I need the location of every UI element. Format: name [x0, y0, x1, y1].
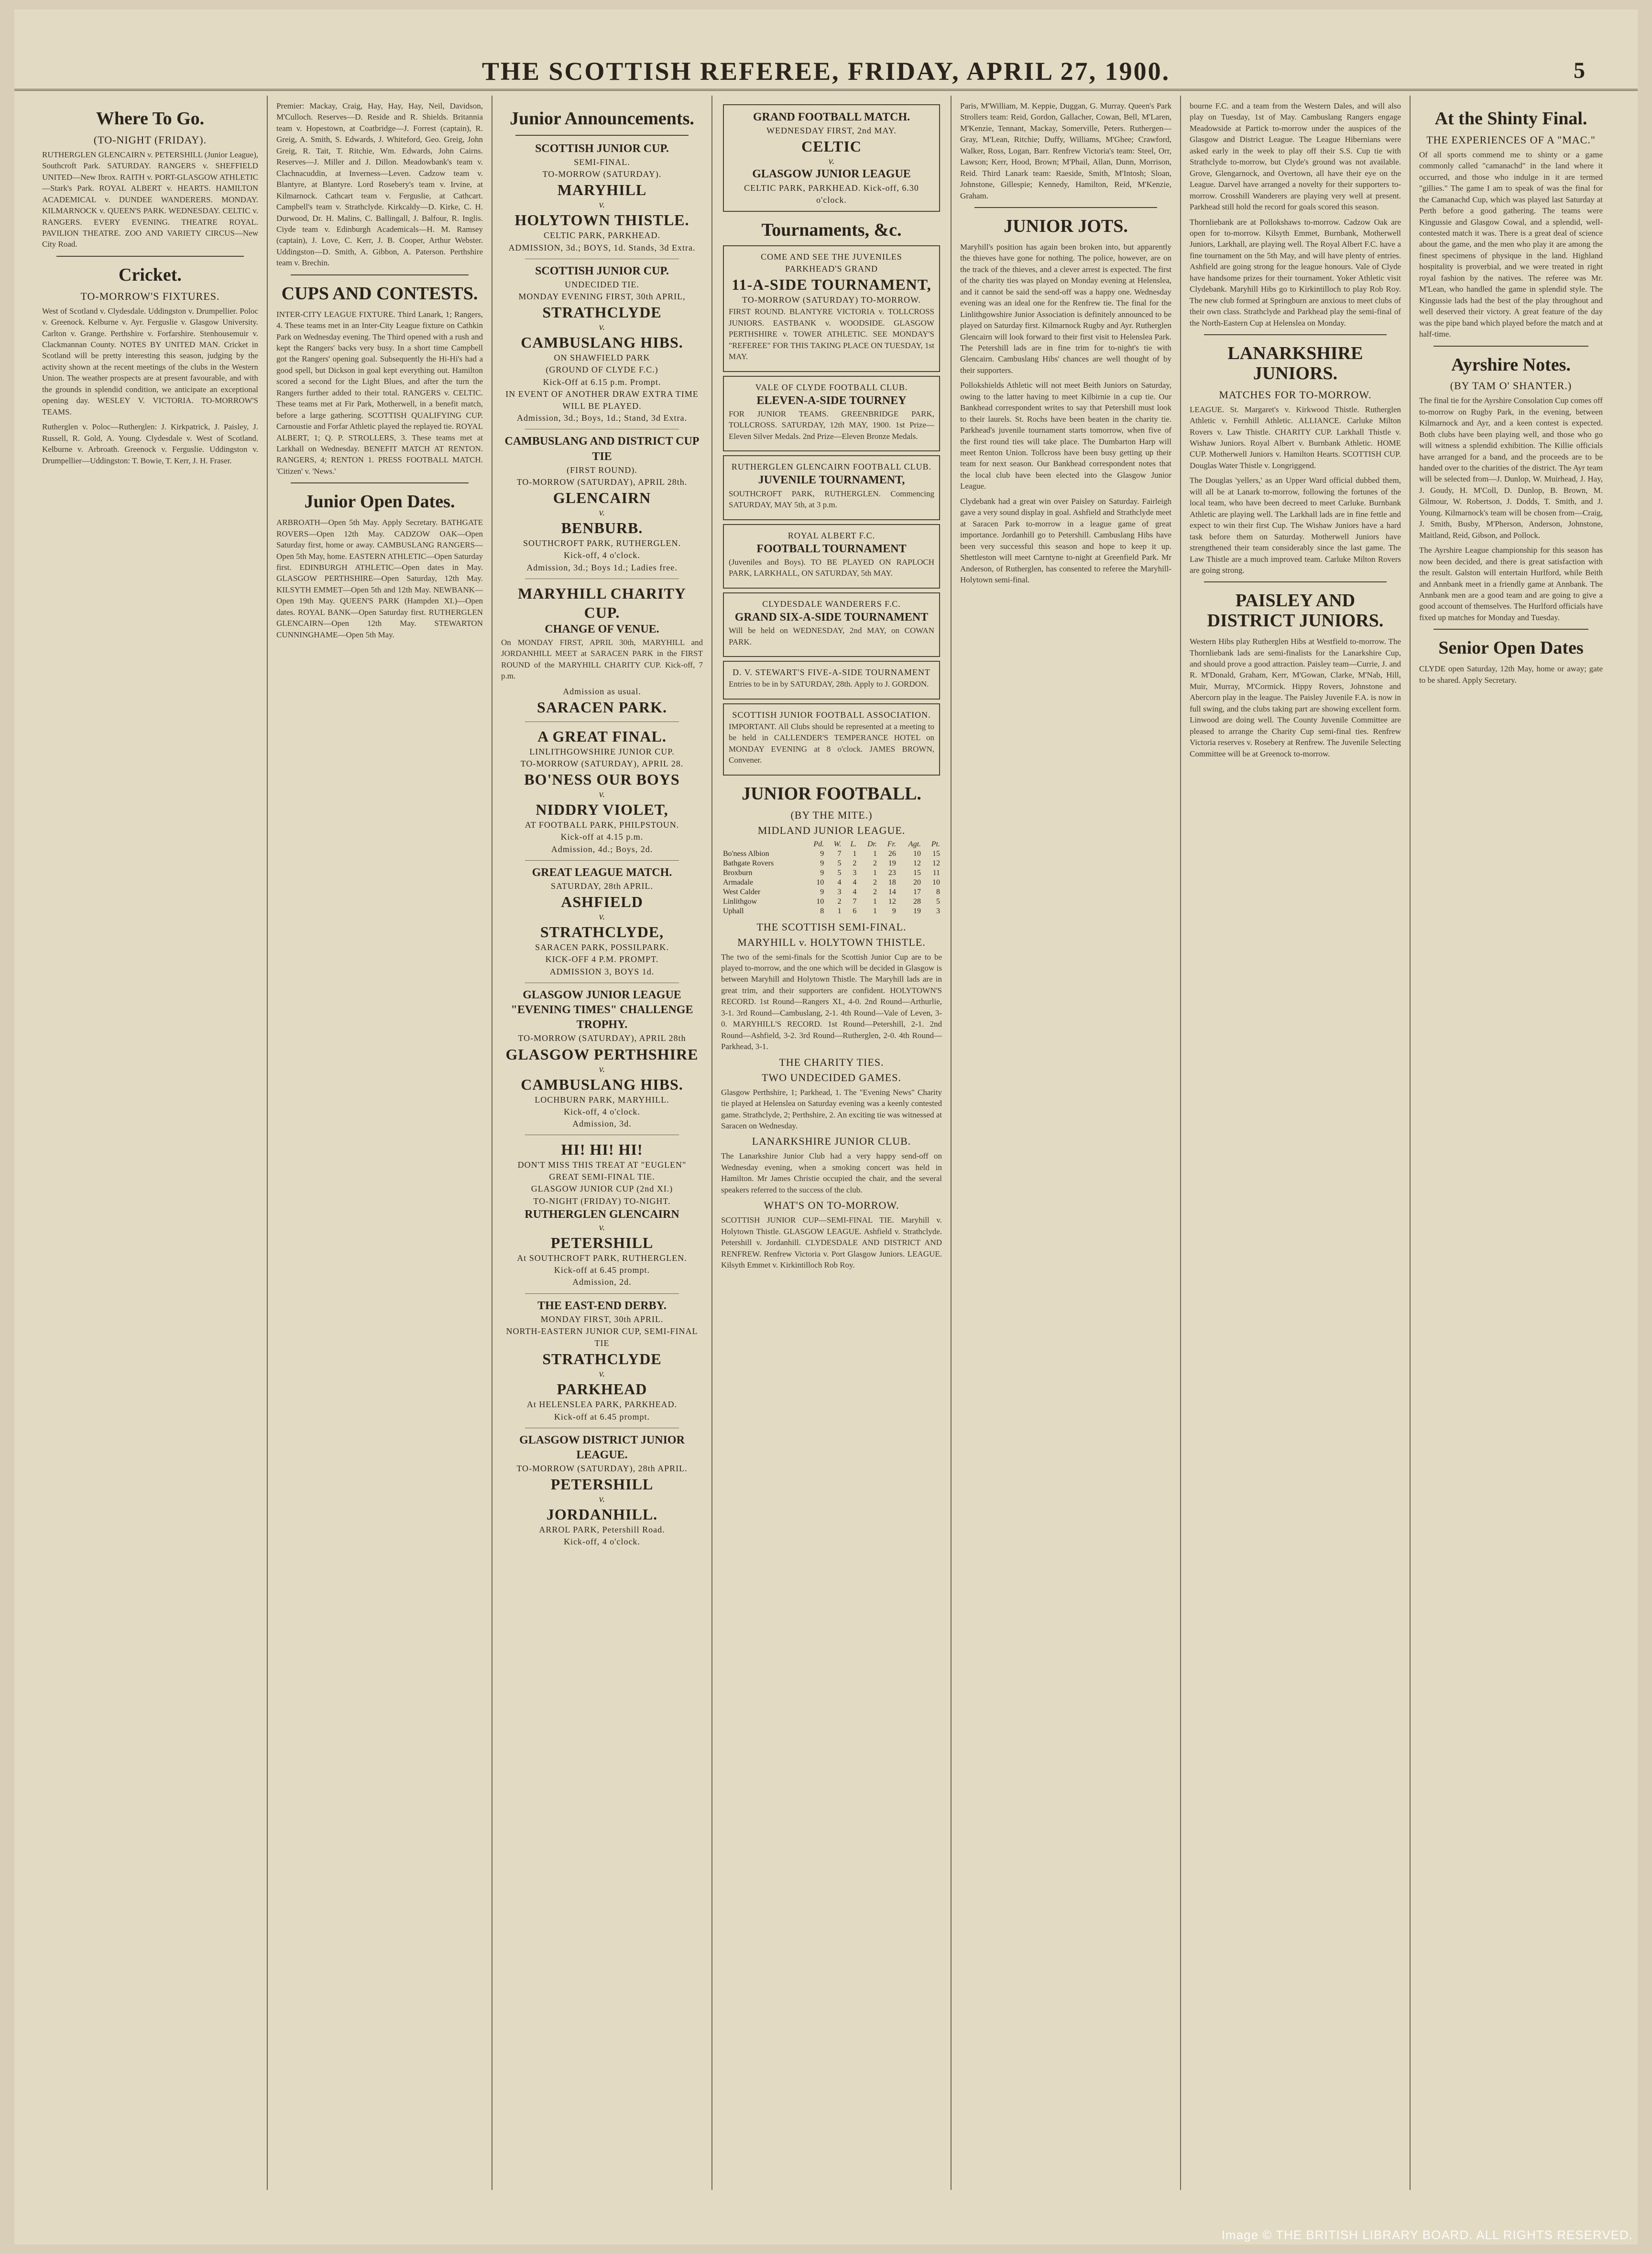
league-table-cell: 1	[853, 849, 857, 858]
advert-kickoff: Kick-off at 6.45 prompt.	[554, 1411, 650, 1422]
advert-text: Will be held on WEDNESDAY, 2nd MAY, on COWAN PARK.	[729, 626, 934, 646]
league-table-cell: 14	[888, 887, 896, 896]
charity-ties-text: Glasgow Perthshire, 1; Parkhead, 1. The "Evening News" Charity tie played at Helenslea on Saturday evening was a keenly contested game. Strathclyde, 2; Perthshire, 2. An exciting tie was witnessed at Saracen on Wednesday.	[721, 1087, 942, 1131]
charity-ties-heading: THE CHARITY TIES.	[779, 1056, 884, 1068]
advert-text: Entries to be in by SATURDAY, 28th. Apply to J. GORDON.	[729, 679, 929, 689]
divider	[1433, 346, 1588, 347]
shinty-heading: At the Shinty Final.	[1434, 109, 1587, 129]
advert-title: SCOTTISH JUNIOR FOOTBALL ASSOCIATION.	[732, 710, 931, 720]
league-team-name: Linlithgow	[723, 897, 757, 906]
advert-text: TO-NIGHT (FRIDAY) TO-NIGHT.	[533, 1196, 671, 1206]
advert-title: GRAND FOOTBALL MATCH.	[753, 111, 910, 123]
divider	[525, 1293, 679, 1294]
newspaper-page	[14, 10, 1638, 2244]
advert-versus: v.	[828, 156, 835, 167]
continued-text: bourne F.C. and a team from the Western Dales, and will also play on Tuesday, 1st of May. Cambuslang Rangers engage Meadowside at Partick to-morrow under the auspices of the Glasgow and District League. The League Hibernians were asked early in the week to play off their S.S. Cup tie with Strathclyde to-morrow, but Clyde's ground was not available. Grove, Glengarnock, and Overtown, all have their eye on the League. Darvel have arranged a novelty for their supporters to-morrow. Crosshill Wanderers are playing very well at present. Parkhead still hold the record for goals scored this season.	[1190, 101, 1401, 212]
copyright-notice: Image © THE BRITISH LIBRARY BOARD. ALL RIGHTS RESERVED.	[1221, 2228, 1633, 2242]
masthead-title: THE SCOTTISH REFEREE, FRIDAY, APRIL 27, 1900.	[481, 57, 1171, 86]
fixtures-heading: WHAT'S ON TO-MORROW.	[764, 1199, 899, 1212]
advert-venue: ARROL PARK, Petershill Road.	[539, 1525, 665, 1535]
league-table-cell: 9	[820, 868, 824, 877]
advert-round: SEMI-FINAL.	[574, 157, 630, 167]
ayrshire-text-2: The Ayrshire League championship for this season has now been decided, and there is great satisfaction with the result. Galston will entertain Hurlford, while Beith and Annbank meet in a friendly game at Annbank. The Annbank men are a good team and are going to give a good account of themselves. The Hurlford officials have fixed up matches for Monday and Tuesday.	[1419, 546, 1603, 622]
advert-text: DON'T MISS THIS TREAT AT "EUGLEN"	[517, 1160, 687, 1170]
advert-admission: Admission, 2d.	[572, 1277, 632, 1287]
advert-cup: NORTH-EASTERN JUNIOR CUP, SEMI-FINAL TIE	[506, 1326, 698, 1348]
league-table	[721, 840, 942, 916]
advert-team-2: HOLYTOWN THISTLE.	[514, 211, 689, 229]
junior-jots-text: Maryhill's position has again been broken into, but apparently the thieves have gone for nothing. The police, however, are on the track of the thieves, and a clever arrest is expected. The first of the charity ties was played on Monday evening at Helenslea, and it cannot be said the send-off was a happy one. Wednesday evening was an ideal one for the Renfrew tie. The final for the Linlithgowshire Junior Association is definitely announced to be played on Saturday first. Kilmarnock Rugby and Ayr. Rutherglen Glencairn will look forward to their first visit to Helenslea Park. The Petershill lads are in fine trim for to-night's tie with Glencairn. Cambuslang Hibs' chances are well thought of by their supporters.	[960, 242, 1171, 375]
advert-title: CLYDESDALE WANDERERS F.C.	[762, 599, 901, 609]
advert-admission: Admission, 4d.; Boys, 2d.	[551, 844, 653, 854]
semi-final-heading: THE SCOTTISH SEMI-FINAL.	[756, 920, 907, 933]
lanarkshire-notes: The Douglas 'yellers,' as an Upper Ward official dubbed them, will all be at Lanark to-morrow, following the fortunes of the local team, who have been decreed to meet Carluke. Burnbank Athletic are playing well. The Larkhall lads are in fine fettle and expect to win their first Cup. The Wishaw Juniors have a hard task before them on Saturday. Motherwell Juniors have strengthened their team considerably since the last game. The Law Thistle are a much improved team. Carluke Milton Rovers are going strong.	[1190, 476, 1401, 575]
league-team-name: Armadale	[723, 878, 754, 886]
advert-headline: GRAND SIX-A-SIDE TOURNAMENT	[734, 611, 929, 624]
advert-title: ROYAL ALBERT F.C.	[788, 530, 875, 540]
senior-open-dates-text: CLYDE open Saturday, 12th May, home or away; gate to be shared. Apply Secretary.	[1419, 664, 1603, 685]
advert-great-final	[501, 727, 703, 855]
advert-extra: IN EVENT OF ANOTHER DRAW EXTRA TIME WILL BE PLAYED.	[505, 389, 699, 411]
advert-undecided-tie	[501, 264, 703, 425]
advert-versus: v.	[599, 199, 605, 210]
advert-venue: AT FOOTBALL PARK, PHILPSTOUN.	[525, 820, 679, 830]
ayrshire-byline: (BY TAM O' SHANTER.)	[1450, 380, 1572, 392]
divider	[974, 207, 1157, 208]
advert-date: WEDNESDAY FIRST, 2nd MAY.	[766, 126, 897, 136]
advert-title: VALE OF CLYDE FOOTBALL CLUB.	[755, 382, 908, 392]
advert-team-2: CAMBUSLANG HIBS.	[521, 334, 683, 351]
advert-cup: LINLITHGOWSHIRE JUNIOR CUP.	[529, 746, 675, 756]
advert-venue: At HELENSLEA PARK, PARKHEAD.	[526, 1400, 678, 1410]
lanarkshire-club-text: The Lanarkshire Junior Club had a very happy send-off on Wednesday evening, when a smoking concert was held in Hamilton. Mr James Christie occupied the chair, and the several speakers referred to the success of the club.	[721, 1151, 942, 1194]
league-table-header-cell: L.	[850, 840, 857, 848]
league-table-header-cell: Pd.	[813, 840, 824, 848]
shinty-sub: THE EXPERIENCES OF A "MAC."	[1426, 133, 1596, 146]
teams-text: Paris, M'William, M. Keppie, Duggan, G. Murray. Queen's Park Strollers team: Reid, Gordon, Gallacher, Cowan, Bell, M'Laren, M'Kenzie, Tennant, Mackay, Somerville, Peters. Ruthergen—Gray, M'Lean, Ritchie; Duffy, Williams, M'Ghee; Crawford, Walker, Ross, Logan, Barr. Renfrew Victoria's team: Steel, Orr, Lawson; Kerr, Hood, Brown; M'Phail, Allan, Dunn, Morrison, Reid. Third Lanark team: Raeside, Smith, M'Intosh; Sloan, Johnstone, Gillespie; Kennedy, Hamilton, Reid, M'Kenzie, Graham.	[960, 101, 1171, 200]
advert-text: FOR JUNIOR TEAMS. GREENBRIDGE PARK, TOLLCROSS. SATURDAY, 12th MAY, 1900. 1st Prize—Eleven Silver Medals. 2nd Prize—Eleven Bronze Medals.	[729, 409, 934, 441]
column-2	[268, 96, 492, 2190]
advert-title: MARYHILL CHARITY CUP.	[518, 584, 686, 621]
teams-text: Premier: Mackay, Craig, Hay, Hay, Hay, Neil, Davidson, M'Culloch. Reserves—D. Reside and R. Shields. Britannia team v. Hopestown, at Coatbridge—J. Forrest (captain), R. Greig, A. Smith, S. Edwards, J. Whiteford, Geo. Greig, John Greig, R. Tait, T. Ritchie, Wm. Edwards, John Cairns. Reserves—J. Miller and J. Dillon. Meadowbank's team v. Clachnacuddin, at Inverness—Leven. Cadzow team v. Blantyre, at Blantyre. Lord Rosebery's team v. Irvine, at Kilmarnock. Cathcart team v. Ferguslie, at Cathcart. Campbell's team v. Strathclyde. Kirkcaldy—D. Kirke, C. H. Durwood, Dr. H. Malins, C. Ballingall, J. Balfour, R. Inglis. Ciyde team v. Edinburgh Academicals—H. M. Ramsey (captain), J. Love, C. Kerr, J. B. Cooper, Arthur Webster. Uddingston—D. Smith, A. Gibbon, A. Paterson. Perthshire team v. Brechin.	[276, 101, 483, 268]
league-table-body	[721, 849, 942, 916]
league-team-name: Bathgate Rovers	[723, 859, 774, 867]
where-to-go-heading: Where To Go.	[96, 109, 205, 129]
league-table-cell: 15	[932, 849, 940, 858]
advert-text: (Juveniles and Boys). TO BE PLAYED ON RAPLOCH PARK, LARKHALL, ON SATURDAY, 5th MAY.	[729, 557, 934, 578]
advert-ground: (GROUND OF CLYDE F.C.)	[546, 365, 658, 375]
advert-team-2: GLASGOW JUNIOR LEAGUE	[752, 168, 911, 181]
advert-team-1: ASHFIELD	[561, 893, 643, 911]
league-team-name: Uphall	[723, 907, 744, 915]
advert-headline: 11-A-SIDE TOURNAMENT,	[732, 276, 931, 294]
advert-kickoff: Kick-off, 4 o'clock.	[564, 1537, 640, 1547]
advert-scottish-junior-cup	[501, 142, 703, 254]
advert-round: (FIRST ROUND).	[567, 465, 637, 475]
advert-versus: v.	[599, 1063, 605, 1074]
advert-team-1: BO'NESS OUR BOYS	[524, 771, 680, 788]
league-table-cell: 6	[853, 907, 857, 915]
league-table-cell: 1	[873, 897, 877, 906]
advert-title: SCOTTISH JUNIOR CUP.	[535, 264, 669, 277]
divider	[291, 274, 469, 275]
league-table-cell: 17	[913, 887, 921, 896]
advert-maryhill-charity-cup	[501, 584, 703, 717]
semi-final-text: The two of the semi-finals for the Scottish Junior Cup are to be played to-morrow, and the one which will be decided in Glasgow is between Maryhill and Holytown Thistle. The Maryhill lads are in great trim, and their supporters are confident. HOLYTOWN'S RECORD. 1st Round—Rangers XI., 4-0. 2nd Round—Arthurlie, 3-1. 3rd Round—Cambuslang, 2-1. 4th Round—Vale of Leven, 3-0. MARYHILL'S RECORD. 1st Round—Petershill, 2-1. 2nd Round—Ashfield, 3-2. 3rd Round—Rutherglen, 2-0. 4th Round—Parkhead, 3-1.	[721, 952, 942, 1051]
league-table-cell: 11	[932, 868, 940, 877]
league-table-cell: 15	[913, 868, 921, 877]
advert-title: CAMBUSLANG AND DISTRICT CUP TIE	[504, 435, 700, 463]
league-table-header	[721, 840, 942, 849]
advert-venue: SARACEN PARK.	[537, 698, 667, 716]
advert-title: THE EAST-END DERBY.	[537, 1299, 667, 1312]
league-table-header-cell: Fr.	[887, 840, 896, 848]
fixtures-text: SCOTTISH JUNIOR CUP—SEMI-FINAL TIE. Maryhill v. Holytown Thistle. GLASGOW LEAGUE. Ashfield v. Strathclyde. Petershill v. Jordanhill. CLYDESDALE AND DISTRICT AND RENFREW. Renfrew Victoria v. Port Glasgow Juniors. LEAGUE. Kilsyth Emmet v. Kirkintilloch Rob Roy.	[721, 1215, 942, 1270]
column-5	[952, 96, 1181, 2190]
advert-team-1: GLENCAIRN	[553, 489, 651, 507]
advert-venue: SARACEN PARK, POSSILPARK.	[535, 942, 669, 952]
advert-date: TO-MORROW (SATURDAY), APRIL 28th	[518, 1033, 686, 1043]
advert-venue: LOCHBURN PARK, MARYHILL.	[535, 1094, 669, 1105]
advert-team-1: MARYHILL	[557, 181, 647, 199]
advert-headline: FOOTBALL TOURNAMENT	[756, 542, 907, 555]
advert-text: SOUTHCROFT PARK, RUTHERGLEN. Commencing SATURDAY, MAY 5th, at 3 p.m.	[729, 489, 934, 510]
divider	[525, 860, 679, 861]
shinty-text: Of all sports commend me to shinty or a game commonly called "camanachd" in the land where it occurred, and those who indulge in it are termed "gillies." The game I am to speak of was the final for the Camanachd Cup, which was played last Saturday at Perth before a good gathering. The teams were Kingussie and Glasgow Cowal, and a splendid, well-contested match it was. There is a great deal of science about the game, and the men who play it are among the finest specimens of physique in the land. Highland hospitality is proverbial, and we were treated in right royal fashion by the natives. The referee was Mr. M'Lean, who handled the game in splendid style. The Kingussie lads had the best of the play throughout and well deserved their victory. A great feature of the day was the pipe band which played before the match and at half-time.	[1419, 150, 1603, 339]
league-table-header-cell: Pt.	[931, 840, 940, 848]
advert-admission: Admission, 3d.; Boys, 1d.; Stand, 3d Extra.	[516, 413, 687, 423]
league-table-cell: 3	[837, 887, 842, 896]
columns	[33, 96, 1611, 2190]
advert-admission: Admission, 3d.	[572, 1118, 632, 1128]
junior-jots-text-2: Pollokshields Athletic will not meet Beith Juniors on Saturday, owing to the latter having to meet Kilbirnie in a cup tie. Our Bankhead correspondent writes to say that Petershill must look to their laurels. St. Rochs have been beaten in the charity tie. Parkhead's juvenile tournament starts tomorrow, when five of the first round ties will take place. The Dumbarton Harp will meet Renton Union. Tollcross have been busy getting up their team for next season. Our Bankhead correspondent notes that the local club have been elected into the Glasgow Junior League.	[960, 381, 1171, 491]
junior-jots-text-3: Clydebank had a great win over Paisley on Saturday. Fairleigh gave a very sound display in goal. Ashfield and Strathclyde meet at Saracen Park to-morrow in a league game of great importance. Jordanhill go to Petershill. Cambuslang Hibs have been very successful this season and hope to keep it up. Shettleston will meet Carntyne to-night at Greenfield Park. Mr Anderson, of Rutherglen, has consented to referee the Maryhill-Holytown semi-final.	[960, 496, 1171, 585]
league-table-cell: 18	[888, 878, 896, 886]
advert-round: UNDECIDED TIE.	[565, 279, 639, 289]
league-table-cell: 1	[837, 907, 842, 915]
league-table-cell: 20	[913, 878, 921, 886]
junior-open-dates-heading: Junior Open Dates.	[304, 492, 455, 512]
league-table-row	[721, 868, 942, 878]
advert-title: GLASGOW DISTRICT JUNIOR LEAGUE.	[519, 1433, 685, 1461]
paisley-text: Western Hibs play Rutherglen Hibs at Westfield to-morrow. The Thornliebank lads are semi-finalists for the Lanarkshire Cup, and should prove a good attraction. Paisley team—Currie, J. and R. M'Donald, Graham, Kerr, M'Gowan, Clarke, M'Nab, Hill, Muir, Murray, M'Cormick. Hippy Rovers, Johnstone and Abercorn play in the league. The Paisley Juvenile F.A. is now in full swing, and the clubs taking part are showing excellent form. Linwood are doing well. The County Juvenile Committee are pleased to arrange the Charity Cup semi-final ties. Renfrew Victoria reserves v. Rosebery at Renfrew. The Juvenile Selecting Committee will be at Greenock to-morrow.	[1190, 637, 1401, 758]
league-table-header-cell	[721, 840, 804, 849]
league-table-row	[721, 887, 942, 897]
cups-heading: CUPS AND CONTESTS.	[281, 283, 478, 304]
advert-admission: ADMISSION, 3d.; BOYS, 1d. Stands, 3d Extra.	[508, 242, 696, 252]
advert-text: CELTIC PARK, PARKHEAD. Kick-off, 6.30 o'clock.	[744, 183, 919, 205]
league-table-row	[721, 907, 942, 916]
junior-jots-heading: JUNIOR JOTS.	[1004, 216, 1128, 237]
advert-date: TO-MORROW (SATURDAY).	[542, 169, 662, 179]
advert-semi-final-tonight	[501, 1140, 703, 1289]
tournaments-heading: Tournaments, &c.	[761, 219, 902, 240]
league-team-name: Bo'ness Albion	[723, 849, 769, 858]
league-team-name: West Calder	[723, 887, 761, 896]
advert-title: SCOTTISH JUNIOR CUP.	[535, 142, 669, 155]
ayrshire-heading: Ayrshire Notes.	[1451, 354, 1571, 375]
league-table-cell: 5	[837, 859, 842, 867]
advert-kickoff: Kick-off, 4 o'clock.	[564, 1106, 640, 1116]
advert-text: GREAT SEMI-FINAL TIE.	[549, 1172, 655, 1182]
junior-announcements-heading: Junior Announcements.	[510, 109, 694, 129]
lanarkshire-juniors-sub: MATCHES FOR TO-MORROW.	[1219, 388, 1372, 401]
advert-team-2: CAMBUSLANG HIBS.	[521, 1075, 683, 1093]
advert-date: TO-MORROW (SATURDAY), APRIL 28th.	[516, 477, 688, 487]
league-table-cell: 1	[873, 868, 877, 877]
senior-open-dates-heading: Senior Open Dates	[1438, 638, 1584, 658]
advert-kickoff: Kick-off at 4.15 p.m.	[560, 832, 644, 842]
column-3	[492, 96, 712, 2190]
league-table-cell: 2	[853, 859, 857, 867]
divider	[1433, 629, 1588, 630]
advert-versus: v.	[599, 507, 605, 518]
divider	[515, 135, 689, 136]
cricket-text-2: Rutherglen v. Poloc—Rutherglen: J. Kirkpatrick, J. Paisley, J. Russell, R. Gold, A. Young. Clydesdale v. West of Scotland. Kelburne v. Arbroath. Greenock v. Ferguslie. Uddingston v. Drumpellier—Uddingston: T. Bowie, T. Kerr, J. H. Fraser.	[42, 422, 258, 465]
league-table-cell: 19	[888, 859, 896, 867]
league-table-cell: 1	[873, 849, 877, 858]
advert-date: TO-MORROW (SATURDAY), 28th APRIL.	[516, 1464, 688, 1474]
advert-title: GREAT LEAGUE MATCH.	[532, 866, 672, 879]
league-table-cell: 10	[913, 849, 921, 858]
advert-headline: JUVENILE TOURNAMENT,	[758, 474, 905, 487]
lanarkshire-club-heading: LANARKSHIRE JUNIOR CLUB.	[752, 1135, 911, 1148]
advert-text: On MONDAY FIRST, APRIL 30th, MARYHILL and JORDANHILL MEET at SARACEN PARK in the FIRST ROUND of the MARYHILL CHARITY CUP. Kick-off, 7 p.m.	[501, 637, 703, 681]
advert-date: MONDAY EVENING FIRST, 30th APRIL,	[518, 292, 686, 302]
divider	[1204, 581, 1387, 582]
league-team-name: Broxburn	[723, 868, 753, 877]
league-table-cell: 8	[820, 907, 824, 915]
advert-team-2: BENBURB.	[561, 519, 643, 537]
where-to-go-sub: (TO-NIGHT (FRIDAY).	[93, 133, 207, 146]
league-table-row	[721, 849, 942, 859]
advert-clydesdale-wanderers	[723, 592, 940, 657]
league-table-cell: 7	[837, 849, 842, 858]
advert-cambuslang-cup	[501, 434, 703, 573]
where-to-go-text: RUTHERGLEN GLENCAIRN v. PETERSHILL (Junior League), Southcroft Park. SATURDAY. RANGERS v. SHEFFIELD UNITED—New Ibrox. RAITH v. PORT-GLASGOW ATHLETIC—Stark's Park. ROYAL ALBERT v. HEARTS. HAMILTON ACADEMICAL v. DUNDEE WANDERERS. MONDAY. KILMARNOCK v. QUEEN'S PARK. WEDNESDAY. CELTIC v. RANGERS. EVERY EVENING. THEATRE ROYAL. PAVILION THEATRE. ZOO AND VARIETY CIRCUS—New City Road.	[42, 150, 259, 249]
league-table-cell: 26	[888, 849, 896, 858]
semi-final-sub: MARYHILL v. HOLYTOWN THISTLE.	[737, 936, 926, 948]
advert-team-2: JORDANHILL.	[546, 1506, 658, 1523]
charity-ties-sub: TWO UNDECIDED GAMES.	[762, 1071, 901, 1083]
league-table-cell: 23	[888, 868, 896, 877]
advert-kickoff: Kick-off at 6.45 prompt.	[554, 1265, 650, 1275]
divider	[1204, 334, 1387, 335]
advert-title: COME AND SEE THE JUVENILES	[761, 252, 902, 262]
cricket-sub: TO-MORROW'S FIXTURES.	[80, 290, 220, 302]
advert-versus: v.	[599, 1222, 605, 1233]
league-table-row	[721, 897, 942, 907]
advert-versus: v.	[599, 1368, 605, 1379]
advert-team-1: STRATHCLYDE	[542, 304, 662, 321]
league-table-cell: 19	[913, 907, 921, 915]
masthead	[14, 53, 1638, 91]
advert-five-a-side	[723, 661, 940, 700]
advert-venue: At SOUTHCROFT PARK, RUTHERGLEN.	[517, 1253, 687, 1263]
advert-royal-albert	[723, 524, 940, 589]
advert-venue: CELTIC PARK, PARKHEAD.	[543, 230, 661, 241]
advert-team-1: STRATHCLYDE	[542, 1350, 662, 1368]
junior-open-dates-text: ARBROATH—Open 5th May. Apply Secretary. BATHGATE ROVERS—Open 12th May. CADZOW OAK—Open Saturday first, home or away. CAMBUSLANG RANGERS—Open 5th May, home. EASTERN ATHLETIC—Open Saturday first. EDINBURGH ATHLETIC—Open dates in May. GLASGOW PERTHSHIRE—Open Saturday, 12th May. KILSYTH EMMET—Open 5th and 12th May. NEWBANK—Open 19th May. QUEEN'S PARK (Hampden XI.)—Open dates. ROYAL BANK—Open Saturday first. RUTHERGLEN GLENCAIRN—Open 12th May. STEWARTON CUNNINGHAME—Open 5th May.	[276, 518, 483, 639]
league-table-cell: 10	[816, 878, 824, 886]
league-table-cell: 9	[892, 907, 896, 915]
league-table-cell: 2	[837, 897, 842, 906]
advert-kickoff: Kick-Off at 6.15 p.m. Prompt.	[543, 377, 661, 387]
league-table-cell: 5	[837, 868, 842, 877]
advert-team-2: STRATHCLYDE,	[540, 923, 664, 941]
advert-date: SATURDAY, 28th APRIL.	[550, 881, 654, 891]
advert-team-2: PARKHEAD	[557, 1380, 647, 1398]
league-table-cell: 1	[873, 907, 877, 915]
league-table-cell: 4	[853, 878, 857, 886]
league-table-cell: 2	[873, 878, 877, 886]
league-table-title: MIDLAND JUNIOR LEAGUE.	[757, 824, 906, 836]
league-table-cell: 12	[932, 859, 940, 867]
league-table-cell: 2	[873, 859, 877, 867]
advert-versus: v.	[599, 322, 605, 333]
advert-team-1: CELTIC	[801, 138, 862, 155]
league-table-cell: 2	[873, 887, 877, 896]
divider	[291, 482, 469, 483]
league-table-cell: 12	[888, 897, 896, 906]
advert-district-league	[501, 1433, 703, 1548]
junior-football-byline: (BY THE MITE.)	[790, 809, 873, 821]
advert-title: A GREAT FINAL.	[537, 727, 667, 745]
column-7	[1411, 96, 1611, 2190]
advert-venue: SOUTHCROFT PARK, RUTHERGLEN.	[523, 538, 681, 548]
advert-change-of-venue: CHANGE OF VENUE.	[545, 623, 659, 635]
cricket-heading: Cricket.	[119, 264, 182, 285]
advert-kickoff: Kick-off, 4 o'clock.	[564, 550, 640, 560]
league-table-cell: 9	[820, 859, 824, 867]
league-table-cell: 8	[936, 887, 940, 896]
league-table-cell: 4	[853, 887, 857, 896]
advert-sjfa-meeting	[723, 703, 940, 776]
column-6	[1181, 96, 1411, 2190]
column-1	[33, 96, 268, 2190]
advert-grand-match	[723, 104, 940, 212]
ayrshire-text: The final tie for the Ayrshire Consolation Cup comes off to-morrow on Rugby Park, in the evening, between Kilmarnock and Ayr, and a keen contest is expected. Both clubs have been playing well, and those who go will witness a splendid exhibition. The Killie officials have arranged for a band, and the proceeds are to be handed over to the charities of the district. The Ayr team will be selected from—J. Dunlop, W. Muirhead, J. Hay, J. Goudy, H. M'Coll, D. Dunlop, B. Brown, M. Gilmour, W. Robertson, J. Dodds, T. Smith, and J. Young. Kilmarnock's team will be chosen from—Craig, J. Smith, Busby, M'Pherson, Anderson, Johnstone, Maitland, Reid, Gibson, and Pollock.	[1419, 396, 1603, 540]
advert-kickoff: KICK-OFF 4 P.M. PROMPT.	[545, 954, 659, 964]
league-table-cell: 9	[820, 887, 824, 896]
column-4	[712, 96, 952, 2190]
paisley-heading: PAISLEY AND DISTRICT JUNIORS.	[1207, 591, 1384, 631]
advert-versus: v.	[599, 1494, 605, 1505]
advert-title: RUTHERGLEN GLENCAIRN FOOTBALL CLUB.	[731, 462, 932, 472]
advert-venue: ON SHAWFIELD PARK	[554, 353, 650, 363]
league-table-cell: 9	[820, 849, 824, 858]
league-table-header-cell: W.	[833, 840, 842, 848]
advert-league-match	[501, 865, 703, 978]
lanarkshire-juniors-heading: LANARKSHIRE JUNIORS.	[1227, 343, 1363, 383]
divider	[56, 256, 244, 257]
advert-headline: ELEVEN-A-SIDE TOURNEY	[756, 394, 907, 407]
league-table-cell: 10	[816, 897, 824, 906]
advert-text: FIRST ROUND. BLANTYRE VICTORIA v. TOLLCROSS JUNIORS. EASTBANK v. WOODSIDE. GLASGOW PERTHSHIRE v. TOWER ATHLETIC. SEE MONDAY'S "REFEREE" FOR THIS TAKING PLACE ON TUESDAY, 1st MAY.	[729, 307, 934, 361]
advert-parkhead-tournament	[723, 245, 940, 372]
advert-team-1: PETERSHILL	[550, 1476, 654, 1493]
jots-continued-text: Thornliebank are at Pollokshaws to-morrow. Cadzow Oak are open for to-morrow. Kilsyth Emmet, Burnbank, Motherwell Juniors, Larkhall, are playing well. The Royal Albert F.C. have a fine tournament on the 5th May, and will have plenty of entries. Ashfield are going strong for the league honours. Vale of Clyde have handsome prizes for their tournament. Yoker Athletic visit Clydebank. Maryhill Hibs go to Kirkintilloch to play Rob Roy. The new club formed at Springburn are anxious to meet clubs of their own class. Strathclyde and Parkhead play the semi-final of the North-Eastern Cup at Helenslea on Monday.	[1190, 217, 1401, 328]
advert-text: IMPORTANT. All Clubs should be represented at a meeting to be held in CALLENDER'S TEMPERANCE HOTEL on MONDAY EVENING at 8 o'clock. JAMES BROWN, Convener.	[729, 722, 934, 765]
advert-admission: Admission as usual.	[563, 686, 641, 696]
advert-east-end-derby	[501, 1299, 703, 1423]
advert-team-2: PETERSHILL	[550, 1234, 654, 1252]
advert-title: D. V. STEWART'S FIVE-A-SIDE TOURNAMENT	[733, 667, 930, 678]
cups-text: INTER-CITY LEAGUE FIXTURE. Third Lanark, 1; Rangers, 4. These teams met in an Inter-City League fixture on Cathkin Park on Wednesday evening. The Third opened with a rush and kept the Rangers' backs very busy. In a short time Campbell got the Rangers' opening goal. Subsequently the Hi-Hi's had a good spell, but Dickson in goal kept everything out. Hamilton scored a second for the Light Blues, and after the turn the Rangers further added to their total. RANGERS v. CELTIC. These teams met at Fir Park, Motherwell, in a benefit match, before a large gathering. SCOTTISH QUALIFYING CUP. Carnoustie and Forfar Athletic played the replayed tie. ROYAL ALBERT, 1; Q. P. STROLLERS, 3. These teams met at Larkhall on Wednesday. BENEFIT MATCH AT RENTON. RANGERS, 4; RENTON 1. PRESS FOOTBALL MATCH. 'Citizen' v. 'News.'	[276, 309, 483, 476]
advert-team-2: NIDDRY VIOLET,	[536, 801, 668, 819]
advert-vale-of-clyde	[723, 376, 940, 452]
league-table-cell: 28	[913, 897, 921, 906]
advert-versus: v.	[599, 911, 605, 922]
league-table-cell: 5	[936, 897, 940, 906]
page-number: 5	[1574, 58, 1585, 83]
advert-versus: v.	[599, 789, 605, 800]
league-table-cell: 3	[936, 907, 940, 915]
advert-rutherglen-tournament	[723, 455, 940, 520]
advert-title: HI! HI! HI!	[561, 1141, 643, 1159]
league-table-cell: 3	[853, 868, 857, 877]
league-table-cell: 7	[853, 897, 857, 906]
junior-football-heading: JUNIOR FOOTBALL.	[742, 783, 921, 804]
advert-admission: Admission, 3d.; Boys 1d.; Ladies free.	[526, 562, 678, 572]
advert-sub: PARKHEAD'S GRAND	[785, 263, 878, 274]
league-table-row	[721, 878, 942, 887]
league-table-cell: 10	[932, 878, 940, 886]
advert-team-1: RUTHERGLEN GLENCAIRN	[525, 1208, 679, 1221]
cricket-text: West of Scotland v. Clydesdale. Uddingston v. Drumpellier. Poloc v. Greenock. Kelburne v. Ayr. Ferguslie v. Glasgow University. Carlton v. Grange. Perthshire v. Forfarshire. Stenhousemuir v. Clackmannan County. NOTES BY UNITED MAN. Cricket in Scotland will be pretty interesting this season, judging by the activity shown at the recent meetings of the clubs in the Western Union. The weather prospects are at present favourable, and with the grounds in splendid condition, we anticipate an exceptional opening day. WESLEY V. VICTORIA. TO-MORROW'S TEAMS.	[42, 306, 258, 416]
advert-text: GLASGOW JUNIOR CUP (2nd XI.)	[531, 1184, 673, 1194]
advert-date: TO-MORROW (SATURDAY) TO-MORROW.	[742, 295, 921, 305]
advert-date: TO-MORROW (SATURDAY), APRIL 28.	[520, 759, 684, 769]
league-table-header-cell: Agt.	[908, 840, 921, 848]
advert-date: MONDAY FIRST, 30th APRIL.	[540, 1314, 664, 1324]
advert-admission: ADMISSION 3, BOYS 1d.	[549, 966, 655, 976]
league-table-cell: 12	[913, 859, 921, 867]
lanarkshire-fixtures: LEAGUE. St. Margaret's v. Kirkwood Thistle. Rutherglen Athletic v. Fernhill Athletic. ALLIANCE. Carluke Milton Rovers v. Law Thistle. CHARITY CUP. Larkhall Thistle v. Wishaw Juniors. Royal Albert v. Burnbank Athletic. HOME CUP. Motherwell Juniors v. Hamilton Hearts. SCOTTISH CUP. Douglas Water Thistle v. Longriggend.	[1190, 405, 1401, 470]
league-table-row	[721, 859, 942, 868]
advert-team-1: GLASGOW PERTHSHIRE	[505, 1045, 699, 1063]
advert-evening-times-trophy	[501, 988, 703, 1130]
league-table-header-cell: Dr.	[867, 840, 877, 848]
league-table-cell: 4	[837, 878, 842, 886]
advert-title: GLASGOW JUNIOR LEAGUE "EVENING TIMES" CHALLENGE TROPHY.	[511, 988, 693, 1031]
